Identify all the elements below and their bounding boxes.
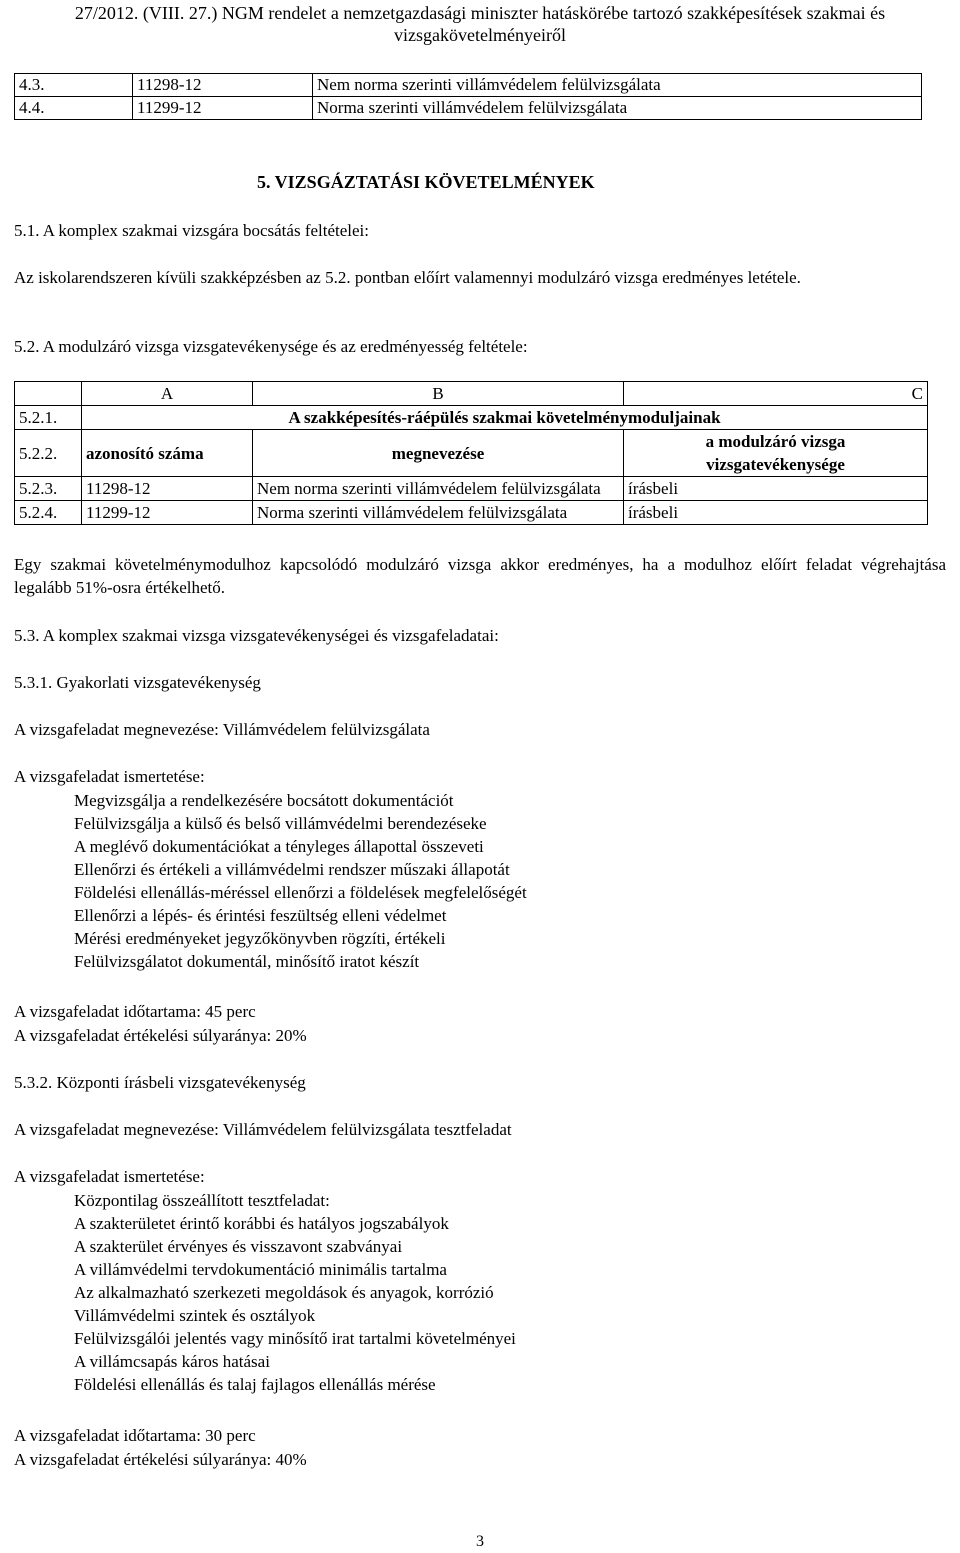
section-5-1-heading: 5.1. A komplex szakmai vizsgára bocsátás feltételei: bbox=[14, 221, 369, 240]
row-number: 4.3. bbox=[15, 74, 133, 97]
module-name: Norma szerinti villámvédelem felülvizsgálata bbox=[313, 97, 922, 120]
previous-module-table bbox=[14, 73, 922, 120]
table-row bbox=[15, 97, 922, 120]
success-note: Egy szakmai követelménymodulhoz kapcsolódó modulzáró vizsga akkor eredményes, ha a modulhoz előírt feladat végrehajtása legalább 51%-osra értékelhető. bbox=[14, 555, 946, 597]
column-header-a: A bbox=[82, 382, 253, 406]
module-code: 11298-12 bbox=[133, 74, 313, 97]
list-item: Ellenőrzi a lépés- és érintési feszültség elleni védelmet bbox=[74, 906, 447, 925]
module-code: 11298-12 bbox=[82, 477, 253, 501]
module-code: 11299-12 bbox=[82, 501, 253, 525]
module-name: Nem norma szerinti villámvédelem felülvizsgálata bbox=[313, 74, 922, 97]
list-item: Felülvizsgálatot dokumentál, minősítő iratot készít bbox=[74, 952, 420, 971]
exam-type: írásbeli bbox=[624, 477, 928, 501]
list-item: Földelési ellenállás-méréssel ellenőrzi a földelések megfelelőségét bbox=[74, 883, 527, 902]
list-item: Központilag összeállított tesztfeladat: bbox=[74, 1191, 330, 1210]
list-item: Felülvizsgálja a külső és belső villámvédelmi berendezéseke bbox=[74, 814, 487, 833]
task-name: A vizsgafeladat megnevezése: Villámvédelem felülvizsgálata bbox=[14, 720, 430, 739]
header-line-1: 27/2012. (VIII. 27.) NGM rendelet a nemzetgazdasági miniszter hatáskörébe tartozó szakképesítések szakmai és bbox=[74, 3, 886, 23]
column-header-b: B bbox=[253, 382, 624, 406]
list-item: A szakterületet érintő korábbi és hatályos jogszabályok bbox=[74, 1214, 449, 1233]
modul-exam-table bbox=[14, 381, 928, 525]
task-description-list bbox=[74, 789, 527, 973]
list-item: Villámvédelmi szintek és osztályok bbox=[74, 1306, 316, 1325]
task-description-list bbox=[74, 1189, 516, 1396]
section-5-2-heading: 5.2. A modulzáró vizsga vizsgatevékenysége és az eredményesség feltétele: bbox=[14, 337, 528, 356]
corner-cell bbox=[15, 382, 82, 406]
list-item: Ellenőrzi és értékeli a villámvédelmi rendszer műszaki állapotát bbox=[74, 860, 510, 879]
section-5-title: 5. VIZSGÁZTATÁSI KÖVETELMÉNYEK bbox=[257, 172, 595, 192]
section-5-3-2-heading: 5.3.2. Központi írásbeli vizsgatevékenység bbox=[14, 1073, 306, 1092]
table-row bbox=[15, 74, 922, 97]
row-number: 5.2.2. bbox=[15, 430, 82, 477]
table-row bbox=[15, 406, 928, 430]
list-item: Az alkalmazható szerkezeti megoldások és anyagok, korrózió bbox=[74, 1283, 494, 1302]
page-header bbox=[0, 2, 960, 46]
list-item: A meglévő dokumentációkat a tényleges állapottal összeveti bbox=[74, 837, 484, 856]
section-5-3-heading: 5.3. A komplex szakmai vizsga vizsgatevékenységei és vizsgafeladatai: bbox=[14, 626, 499, 645]
header-activity-line-2: vizsgatevékenysége bbox=[706, 455, 845, 474]
header-name: megnevezése bbox=[253, 430, 624, 477]
list-item: Felülvizsgálói jelentés vagy minősítő irat tartalmi követelményei bbox=[74, 1329, 516, 1348]
task-duration: A vizsgafeladat időtartama: 45 perc bbox=[14, 1002, 256, 1021]
exam-type: írásbeli bbox=[624, 501, 928, 525]
table-row bbox=[15, 477, 928, 501]
section-5-1-text: Az iskolarendszeren kívüli szakképzésben az 5.2. pontban előírt valamennyi modulzáró vizsga eredményes letétele. bbox=[14, 268, 801, 287]
table-row bbox=[15, 501, 928, 525]
module-name: Nem norma szerinti villámvédelem felülvizsgálata bbox=[253, 477, 624, 501]
task-name: A vizsgafeladat megnevezése: Villámvédelem felülvizsgálata tesztfeladat bbox=[14, 1120, 512, 1139]
row-number: 5.2.4. bbox=[15, 501, 82, 525]
table-row bbox=[15, 382, 928, 406]
module-name: Norma szerinti villámvédelem felülvizsgálata bbox=[253, 501, 624, 525]
header-activity-line-1: a modulzáró vizsga bbox=[705, 432, 846, 451]
list-item: Megvizsgálja a rendelkezésére bocsátott dokumentációt bbox=[74, 791, 454, 810]
table-row bbox=[15, 430, 928, 477]
column-header-c: C bbox=[624, 382, 928, 406]
page-number: 3 bbox=[476, 1533, 484, 1550]
row-number: 5.2.1. bbox=[15, 406, 82, 430]
header-line-2: vizsgakövetelményeiről bbox=[394, 25, 566, 45]
section-5-3-1-heading: 5.3.1. Gyakorlati vizsgatevékenység bbox=[14, 673, 261, 692]
list-item: A villámcsapás káros hatásai bbox=[74, 1352, 270, 1371]
task-description-label: A vizsgafeladat ismertetése: bbox=[14, 767, 205, 786]
module-code: 11299-12 bbox=[133, 97, 313, 120]
task-weight: A vizsgafeladat értékelési súlyaránya: 20% bbox=[14, 1026, 307, 1045]
row-number: 5.2.3. bbox=[15, 477, 82, 501]
task-description-label: A vizsgafeladat ismertetése: bbox=[14, 1167, 205, 1186]
task-weight: A vizsgafeladat értékelési súlyaránya: 40% bbox=[14, 1450, 307, 1469]
module-group-header: A szakképesítés-ráépülés szakmai követelménymoduljainak bbox=[82, 406, 928, 430]
header-activity bbox=[624, 430, 928, 477]
task-duration: A vizsgafeladat időtartama: 30 perc bbox=[14, 1426, 256, 1445]
list-item: Földelési ellenállás és talaj fajlagos ellenállás mérése bbox=[74, 1375, 436, 1394]
header-code: azonosító száma bbox=[82, 430, 253, 477]
list-item: Mérési eredményeket jegyzőkönyvben rögzíti, értékeli bbox=[74, 929, 446, 948]
list-item: A villámvédelmi tervdokumentáció minimális tartalma bbox=[74, 1260, 447, 1279]
row-number: 4.4. bbox=[15, 97, 133, 120]
list-item: A szakterület érvényes és visszavont szabványai bbox=[74, 1237, 403, 1256]
